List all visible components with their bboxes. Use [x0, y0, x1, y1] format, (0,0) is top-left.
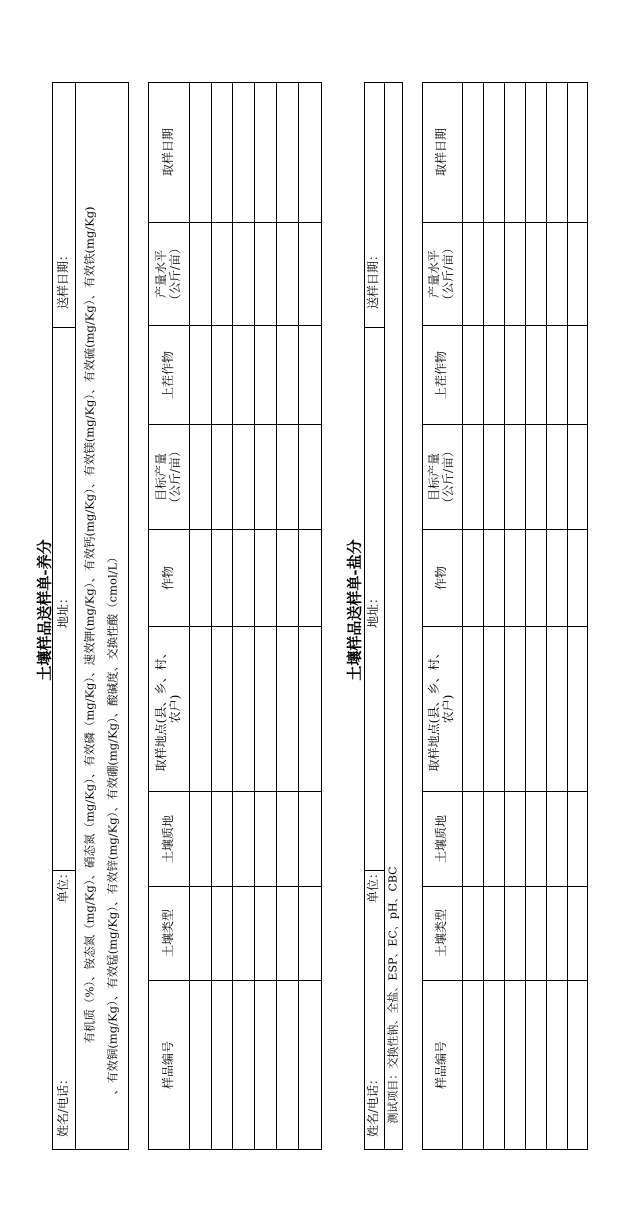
form1-col-soil-texture: 土壤质地: [160, 814, 175, 863]
form1-col-crop: 作物: [160, 565, 175, 590]
form2-name-phone-label: 姓名/电话：: [366, 1072, 381, 1138]
form2-col-sample-id: 样品编号: [434, 1040, 449, 1090]
form1-unit-label: 单位：: [55, 866, 70, 904]
form2-col-target-yield: 目标产量 （公斤/亩）: [427, 444, 455, 509]
form2-col-previous-crop: 上茬作物: [434, 350, 449, 399]
form2-unit-label: 单位：: [366, 866, 381, 904]
form2-address-label: 地址：: [366, 591, 381, 629]
form1-col-soil-type: 土壤类型: [160, 908, 175, 958]
form2-title: 土壤样品送样单-盐分: [345, 539, 364, 681]
form1-send-date-label: 送样日期：: [55, 248, 70, 310]
form1-col-sample-id: 样品编号: [160, 1040, 175, 1090]
form1-col-yield-level: 产量水平 （公斤/亩）: [153, 241, 182, 306]
form2-col-soil-texture: 土壤质地: [434, 814, 449, 863]
form2-send-date-label: 送样日期：: [366, 248, 381, 310]
form1-col-target-yield: 目标产量 （公斤/亩）: [153, 444, 182, 509]
form2-col-yield-level: 产量水平 （公斤/亩）: [427, 241, 455, 306]
form1-test-items-line1: 有机质（%）、铵态氮（mg/Kg）、硝态氮（mg/Kg）、有效磷（mg/Kg）、速效钾(mg/Kg）、有效钙(mg/Kg）、有效镁(mg/Kg）、有效硫(mg/Kg）、有效铁(mg/Kg): [82, 206, 97, 1044]
form1-address-label: 地址：: [55, 591, 70, 629]
form2-test-items: 测试项目：交换性钠、全盐、ESP、EC、pH、CBC: [386, 866, 400, 1124]
form1-col-sample-date: 取样日期: [160, 127, 175, 177]
form2-col-soil-type: 土壤类型: [434, 908, 449, 958]
form1-name-phone-label: 姓名/电话：: [55, 1072, 70, 1138]
form1-title: 土壤样品送样单-养分: [35, 539, 54, 681]
form2-col-sample-date: 取样日期: [434, 127, 449, 177]
form1-col-previous-crop: 上茬作物: [160, 350, 175, 399]
form1-col-sampling-location: 取样地点(县、乡、村、 农户): [153, 646, 182, 771]
form1-test-items-line2: 、有效铜(mg/Kg）、有效锰(mg/Kg）、有效锌(mg/Kg）、有效硼(mg/Kg）、酸碱度、交换性酸（cmol/L）: [105, 550, 120, 1095]
form2-col-crop: 作物: [434, 565, 449, 590]
form2-col-sampling-location: 取样地点(县、乡、村、 农户): [427, 646, 455, 771]
